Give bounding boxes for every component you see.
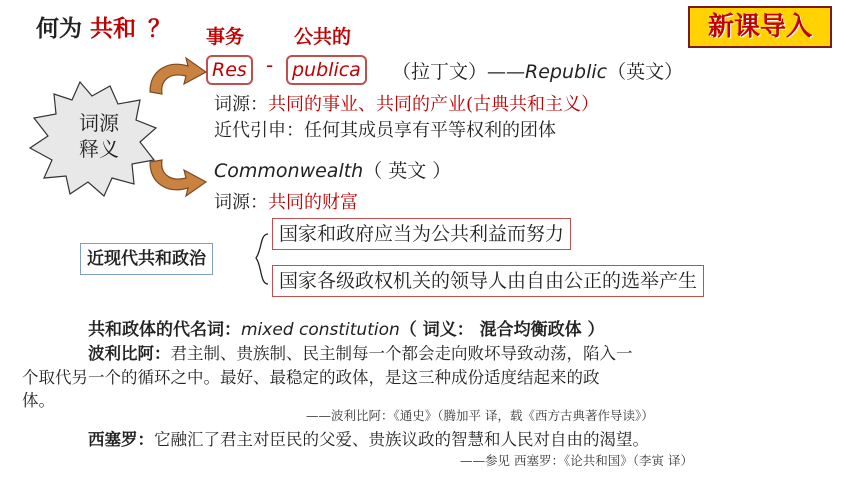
label-gonggong: 公共的 (294, 26, 352, 48)
origin1-label: 词源： (214, 94, 268, 115)
cloud-badge-line1: 词源 (79, 111, 119, 135)
title-highlight: 共和 (90, 16, 137, 42)
alias-line (88, 315, 605, 340)
english-note: （英文） (607, 61, 684, 83)
modern-politics-label: 近现代共和政治 (80, 243, 213, 275)
alias-term: mixed constitution (241, 320, 400, 340)
brace-icon (256, 234, 268, 284)
latin-note: （拉丁文） (392, 61, 488, 83)
commonwealth-note: （ 英文 ） (363, 160, 452, 182)
cicero-source: ——参见 西塞罗：《论共和国》（李寅 译） (460, 453, 693, 468)
politics-point-2: 国家各级政权机关的领导人由自由公正的选举产生 (272, 265, 704, 297)
commonwealth-row (214, 156, 451, 183)
polybius-line2: 个取代另一个的循环之中。最好、最稳定的政体，是这三种成份适度结起来的政 (22, 368, 600, 387)
politics-point-1: 国家和政府应当为公共利益而努力 (272, 218, 571, 250)
cloud-badge-line2: 释义 (79, 137, 119, 161)
polybius-source: ——波利比阿：《通史》（腾加平 译，载《西方古典著作导读》） (306, 408, 654, 423)
polybius-text1: 君主制、贵族制、民主制每一个都会走向败坏导致动荡，陷入一 (170, 344, 633, 363)
commonwealth-word: Commonwealth (214, 160, 364, 182)
cicero-name: 西塞罗： (88, 430, 154, 449)
origin2-label: 词源： (214, 192, 268, 213)
cloud-badge-text (64, 110, 134, 162)
lower-arrow-icon (150, 160, 206, 196)
cicero-line (88, 426, 649, 450)
res-box: Res (206, 55, 253, 85)
publica-box: publica (286, 55, 367, 85)
polybius-name: 波利比阿： (88, 344, 171, 363)
polybius-line3: 体。 (22, 391, 55, 410)
origin2-text: 共同的财富 (268, 192, 358, 213)
label-shiwu: 事务 (206, 26, 245, 48)
polybius-line1 (88, 340, 633, 364)
arrow-dash: —— (487, 61, 526, 83)
alias-prefix: 共和政体的代名词： (88, 320, 241, 340)
republic-word: Republic (525, 61, 608, 83)
origin1-row (214, 90, 599, 116)
alias-note: （ 词义： 混合均衡政体 ） (399, 320, 605, 340)
upper-arrow-icon (150, 58, 206, 94)
new-lesson-badge: 新课导入 (688, 6, 832, 48)
title-question: ？ (148, 16, 172, 42)
origin1-text: 共同的事业、共同的产业(古典共和主义） (268, 94, 600, 115)
origin2-row (214, 188, 358, 214)
title-prefix: 何为 (36, 16, 82, 42)
modern-meaning: 近代引申：任何其成员享有平等权利的团体 (214, 120, 556, 141)
res-dash: - (266, 53, 274, 77)
cicero-text: 它融汇了君主对臣民的父爱、贵族议政的智慧和人民对自由的渴望。 (154, 430, 649, 449)
